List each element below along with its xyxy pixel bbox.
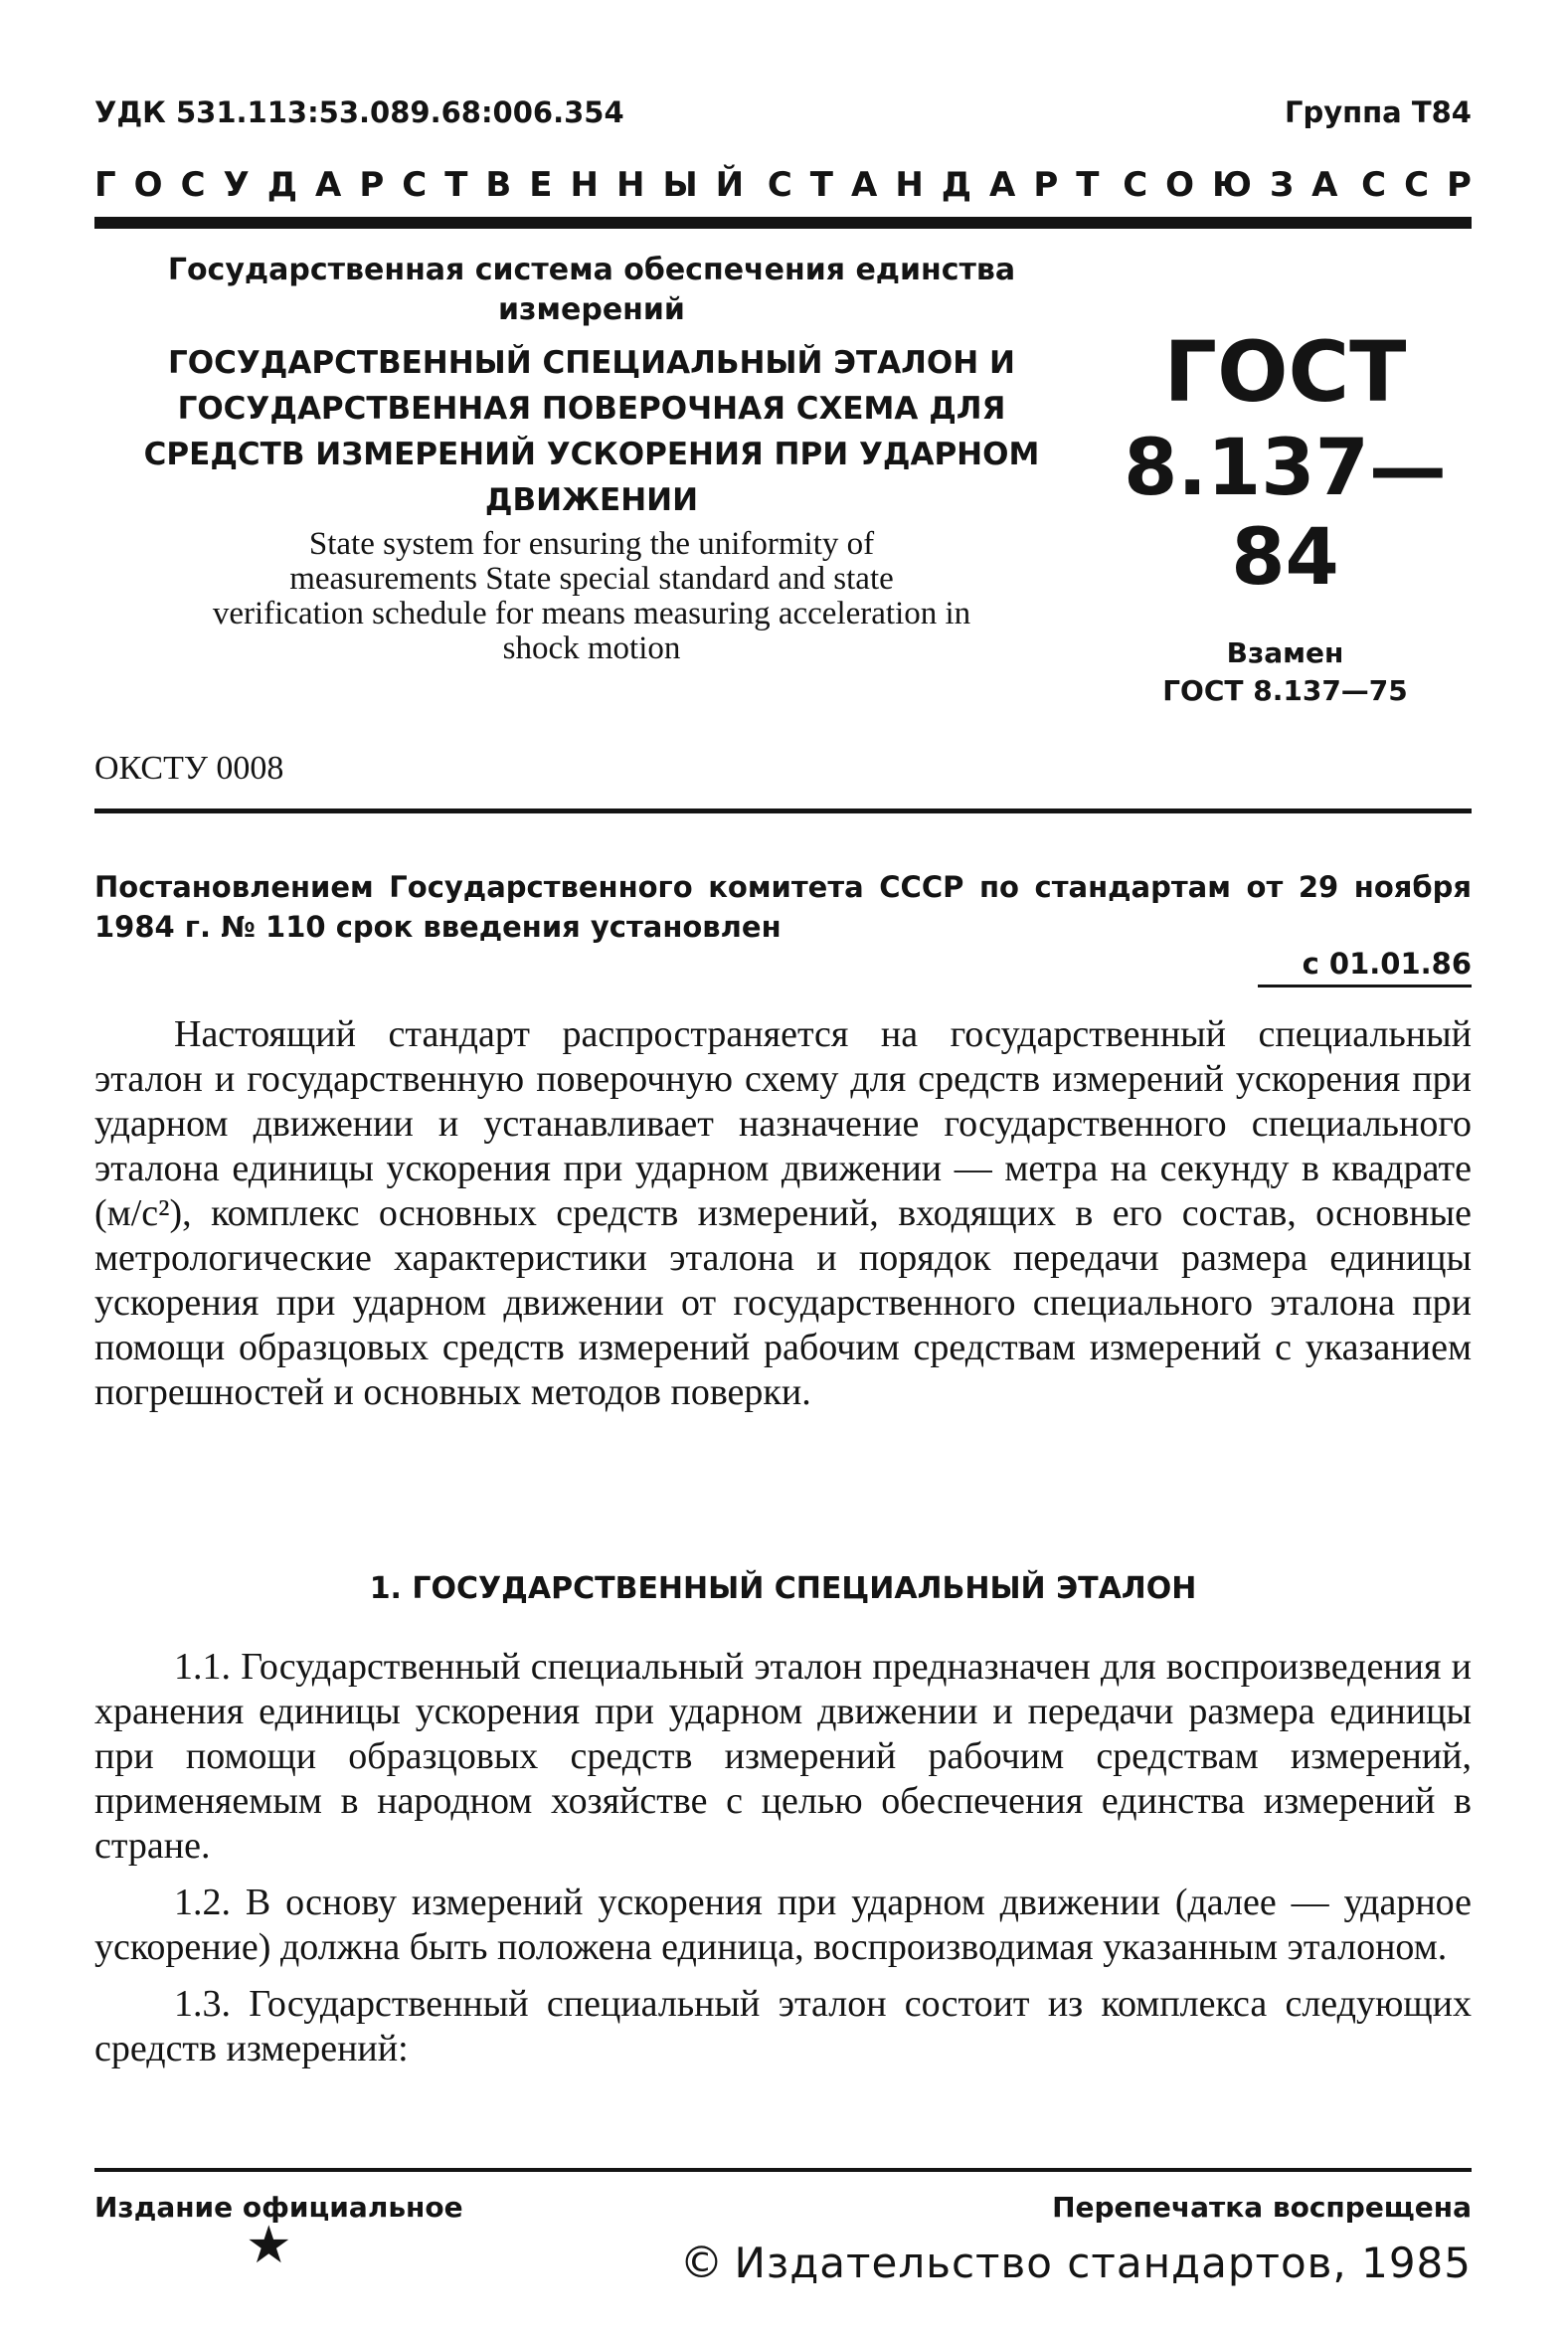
intro-section — [94, 1012, 1472, 1415]
clause-paragraph: 1.3. Государственный специальный эталон состоит из комплекса следующих средств измерений: — [94, 1983, 1472, 2069]
state-standard-banner — [94, 165, 1489, 213]
reprint-notice: Перепечатка воспрещена — [1052, 2191, 1472, 2224]
gost-designation — [1099, 324, 1472, 603]
main-title — [94, 340, 1089, 523]
effective-date: с 01.01.86 — [1302, 947, 1472, 981]
footer-rule — [94, 2168, 1472, 2172]
english-title — [94, 527, 1089, 666]
system-title — [94, 251, 1089, 330]
copyright-icon: © — [679, 2238, 725, 2288]
official-edition: Издание официальное — [94, 2191, 463, 2224]
main-title-line: ДВИЖЕНИИ — [484, 482, 699, 518]
banner-word: СТАНДАРТ — [767, 165, 1118, 205]
group-code: Группа Т84 — [1284, 95, 1472, 129]
document-page — [94, 90, 1489, 2307]
title-rule — [94, 808, 1472, 813]
english-title-line: shock motion — [502, 630, 681, 666]
gost-label: ГОСТ — [1163, 323, 1407, 421]
clause-paragraph: 1.2. В основу измерений ускорения при ударном движении (далее — ударное ускорение) должна быть положена единица, воспроизводимая указанным эталоном. — [94, 1882, 1472, 1968]
banner-word: СОЮЗА — [1123, 165, 1356, 205]
main-title-line: ГОСУДАРСТВЕННАЯ ПОВЕРОЧНАЯ СХЕМА ДЛЯ — [177, 391, 1006, 427]
gost-number: 8.137—84 — [1124, 424, 1447, 603]
star-icon: ★ — [246, 2216, 292, 2275]
system-title-line: измерений — [498, 292, 685, 327]
main-title-line: СРЕДСТВ ИЗМЕРЕНИЙ УСКОРЕНИЯ ПРИ УДАРНОМ — [143, 437, 1040, 472]
clause-paragraph: 1.1. Государственный специальный эталон предназначен для воспроизведения и хранения единицы ускорения при ударном движении и передачи размера единицы при помощи образцовых средств измерений рабочим средствам измерений, применяемым в народном хозяйстве с целью обеспечения единства измерений в стране. — [94, 1646, 1472, 1867]
system-title-line: Государственная система обеспечения единства — [167, 253, 1016, 287]
banner-word: ГОСУДАРСТВЕННЫЙ — [94, 165, 763, 205]
top-line — [94, 95, 1472, 135]
publisher-line — [680, 2238, 1472, 2288]
header-rule — [94, 217, 1472, 229]
decree-text: Постановлением Государственного комитета СССР по стандартам от 29 ноября 1984 г. № 110 срок введения установлен — [94, 870, 1472, 944]
section-body — [94, 1645, 1472, 2083]
udk-code: УДК 531.113:53.089.68:006.354 — [94, 95, 624, 129]
banner-word: ССР — [1361, 165, 1489, 205]
english-title-line: State system for ensuring the uniformity of — [308, 526, 875, 562]
main-title-line: ГОСУДАРСТВЕННЫЙ СПЕЦИАЛЬНЫЙ ЭТАЛОН И — [168, 345, 1015, 381]
section-heading: 1. ГОСУДАРСТВЕННЫЙ СПЕЦИАЛЬНЫЙ ЭТАЛОН — [369, 1571, 1197, 1606]
english-title-line: measurements State special standard and state — [289, 561, 894, 597]
intro-paragraph: Настоящий стандарт распространяется на государственный специальный эталон и государственную поверочную схему для средств измерений ускорения при ударном движении и устанавливает назначение государственного специального эталона единицы ускорения при ударном движении — метра на секунду в квадрате (м/с²), комплекс основных средств измерений, входящих в его состав, основные метрологические характеристики эталона и порядок передачи размера единицы ускорения при ударном движении от государственного специального эталона при помощи образцовых средств измерений рабочим средствам измерений с указанием погрешностей и основных методов поверки. — [94, 1013, 1472, 1413]
replaces-value: ГОСТ 8.137—75 — [1162, 674, 1408, 707]
okstu-code: ОКСТУ 0008 — [94, 750, 284, 787]
publisher-name: Издательство стандартов, 1985 — [734, 2239, 1472, 2287]
effective-date-underline — [1258, 985, 1472, 987]
replaces-block — [1099, 634, 1472, 710]
english-title-line: verification schedule for means measuring acceleration in — [212, 596, 971, 631]
replaces-label: Взамен — [1226, 636, 1344, 669]
title-block — [94, 251, 1089, 666]
